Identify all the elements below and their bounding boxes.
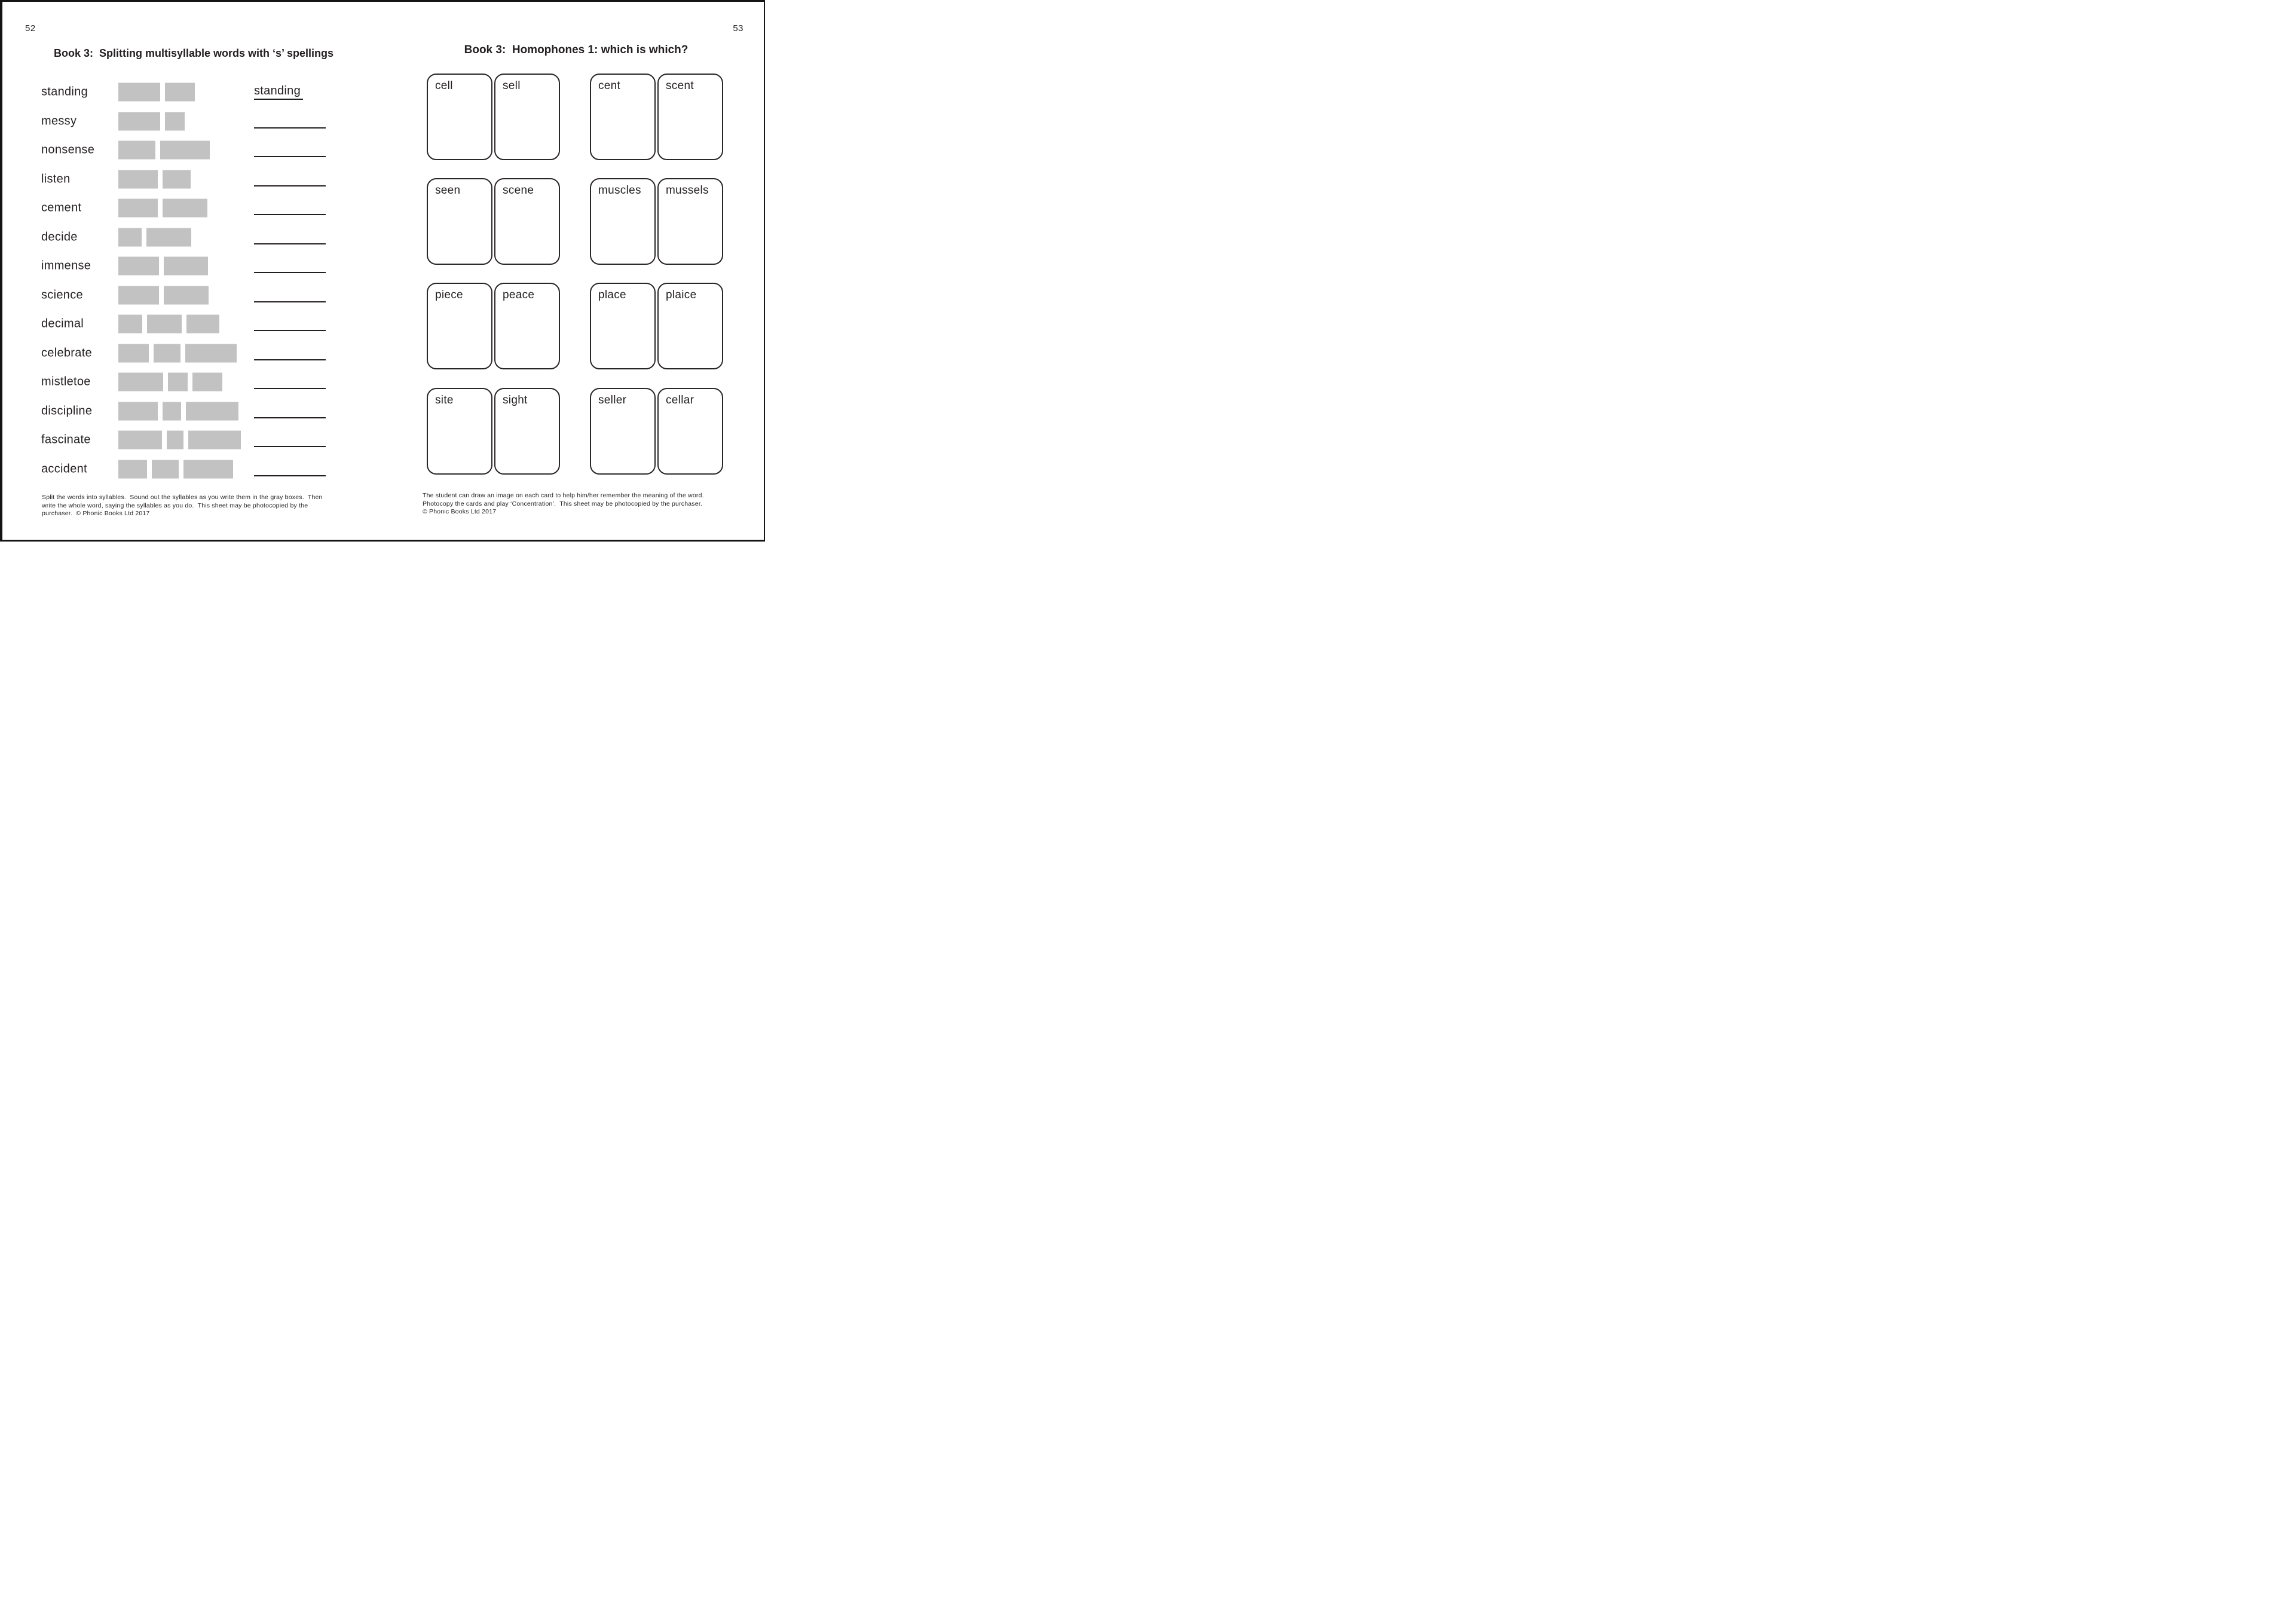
syllable-boxes <box>118 344 237 362</box>
footer-line: write the whole word, saying the syllables as you do. This sheet may be photocopied by the <box>42 501 308 509</box>
card-pair <box>427 388 560 475</box>
syllable-box <box>118 112 160 130</box>
answer-line <box>254 301 326 302</box>
syllable-boxes <box>118 315 219 334</box>
card-word: seller <box>598 394 627 406</box>
syllable-boxes <box>118 373 222 392</box>
page-number-left: 52 <box>25 23 36 33</box>
word-label: celebrate <box>41 346 92 360</box>
word-label: listen <box>41 172 71 186</box>
syllable-box <box>160 141 210 160</box>
card-word: place <box>598 289 626 301</box>
card-word: cellar <box>666 394 694 406</box>
card-pair <box>590 283 723 369</box>
homophone-card <box>427 74 492 160</box>
answer-area <box>254 107 328 136</box>
syllable-box <box>188 431 241 449</box>
word-label: mistletoe <box>41 375 91 389</box>
syllable-word-list <box>41 78 341 484</box>
word-row <box>41 165 341 194</box>
answer-line <box>254 272 326 273</box>
right-footer <box>423 492 704 516</box>
syllable-box <box>118 402 158 420</box>
word-row <box>41 455 341 484</box>
syllable-box <box>118 199 158 218</box>
answer-area <box>254 223 328 252</box>
card-pair <box>590 388 723 475</box>
homophone-card <box>657 283 723 369</box>
syllable-box <box>118 431 162 449</box>
syllable-box <box>154 344 180 362</box>
answer-area <box>254 165 328 194</box>
syllable-box <box>146 228 191 246</box>
answer-line <box>254 417 326 418</box>
answer-line <box>254 127 326 129</box>
syllable-boxes <box>118 141 210 160</box>
answer-area <box>254 136 328 165</box>
homophone-card <box>590 283 656 369</box>
card-word: muscles <box>598 184 641 197</box>
syllable-box <box>118 373 163 392</box>
answer-area <box>254 426 328 455</box>
homophone-card <box>427 178 492 265</box>
word-label: nonsense <box>41 143 95 157</box>
syllable-box <box>118 141 155 160</box>
answer-area <box>254 78 328 107</box>
homophone-card <box>494 283 560 369</box>
card-word: piece <box>435 289 463 301</box>
right-page-title: Book 3: Homophones 1: which is which? <box>464 44 688 56</box>
answer-area <box>254 281 328 310</box>
card-word: sight <box>503 394 528 406</box>
homophone-card <box>590 388 656 475</box>
word-row <box>41 281 341 310</box>
answer-area <box>254 310 328 339</box>
answer-line <box>254 214 326 215</box>
syllable-boxes <box>118 402 238 420</box>
syllable-box <box>186 315 219 334</box>
homophone-card <box>657 74 723 160</box>
syllable-box <box>165 112 185 130</box>
syllable-boxes <box>118 228 191 246</box>
card-pair <box>427 283 560 369</box>
word-label: standing <box>41 85 88 99</box>
word-label: accident <box>41 462 87 476</box>
card-word: scent <box>666 79 694 92</box>
footer-line: purchaser. © Phonic Books Ltd 2017 <box>42 510 150 517</box>
syllable-box <box>118 257 159 276</box>
answer-line <box>254 359 326 360</box>
word-row <box>41 426 341 455</box>
card-pair <box>590 74 723 160</box>
word-row <box>41 223 341 252</box>
left-page-title: Book 3: Splitting multisyllable words with ‘s’ spellings <box>53 47 334 59</box>
word-label: discipline <box>41 404 93 418</box>
answer-line <box>254 388 326 389</box>
word-label: decimal <box>41 317 84 331</box>
syllable-box <box>163 170 191 188</box>
homophone-card <box>427 388 492 475</box>
syllable-box <box>192 373 222 392</box>
word-label: science <box>41 288 83 302</box>
card-word: peace <box>503 289 535 301</box>
syllable-boxes <box>118 199 207 218</box>
answer-line <box>254 330 326 331</box>
card-word: scene <box>503 184 534 197</box>
syllable-box <box>118 170 158 188</box>
syllable-box <box>118 315 142 334</box>
syllable-box <box>165 83 195 102</box>
word-row <box>41 252 341 281</box>
example-answer: standing <box>254 84 303 100</box>
card-pair <box>427 74 560 160</box>
word-label: decide <box>41 230 78 244</box>
card-row <box>427 74 723 160</box>
page-number-right: 53 <box>733 23 743 33</box>
card-pair <box>427 178 560 265</box>
word-label: immense <box>41 259 91 273</box>
word-row <box>41 397 341 426</box>
syllable-box <box>163 402 181 420</box>
syllable-boxes <box>118 112 185 130</box>
left-footer <box>42 494 323 518</box>
syllable-box <box>185 344 237 362</box>
card-word: seen <box>435 184 461 197</box>
syllable-box <box>118 83 160 102</box>
answer-area <box>254 368 328 397</box>
syllable-box <box>164 286 209 304</box>
answer-area <box>254 252 328 281</box>
answer-area <box>254 339 328 368</box>
answer-line <box>254 446 326 447</box>
word-row <box>41 107 341 136</box>
syllable-box <box>186 402 238 420</box>
syllable-box <box>118 344 149 362</box>
word-row <box>41 194 341 223</box>
card-word: sell <box>503 79 521 92</box>
syllable-boxes <box>118 431 241 449</box>
card-word: site <box>435 394 454 406</box>
answer-area <box>254 194 328 223</box>
syllable-box <box>118 286 159 304</box>
answer-line <box>254 185 326 186</box>
homophone-card <box>427 283 492 369</box>
homophone-card <box>590 74 656 160</box>
answer-area <box>254 455 328 484</box>
syllable-box <box>163 199 207 218</box>
syllable-box <box>164 257 208 276</box>
answer-line <box>254 243 326 244</box>
homophone-card <box>590 178 656 265</box>
card-row <box>427 388 723 475</box>
homophone-card <box>494 388 560 475</box>
syllable-boxes <box>118 257 208 276</box>
syllable-boxes <box>118 83 195 102</box>
word-label: messy <box>41 114 77 128</box>
word-row <box>41 136 341 165</box>
word-row <box>41 78 341 107</box>
footer-line: The student can draw an image on each card to help him/her remember the meaning of the word. <box>423 492 704 499</box>
card-pair <box>590 178 723 265</box>
syllable-boxes <box>118 286 209 304</box>
worksheet-spread <box>0 0 765 542</box>
syllable-box <box>118 228 142 246</box>
word-label: cement <box>41 201 82 215</box>
card-word: cent <box>598 79 621 92</box>
syllable-box <box>118 460 147 478</box>
homophone-card <box>657 178 723 265</box>
syllable-box <box>168 373 188 392</box>
card-word: plaice <box>666 289 697 301</box>
footer-line: Split the words into syllables. Sound out the syllables as you write them in the gray boxes. Then <box>42 494 323 501</box>
syllable-box <box>183 460 233 478</box>
card-row <box>427 283 723 369</box>
syllable-boxes <box>118 460 233 478</box>
homophone-card <box>657 388 723 475</box>
answer-line <box>254 156 326 157</box>
word-row <box>41 310 341 339</box>
footer-line: Photocopy the cards and play ‘Concentration’. This sheet may be photocopied by the purchaser. <box>423 500 703 507</box>
answer-area <box>254 397 328 426</box>
syllable-boxes <box>118 170 191 188</box>
answer-line <box>254 475 326 476</box>
card-row <box>427 178 723 265</box>
word-row <box>41 368 341 397</box>
word-label: fascinate <box>41 433 91 446</box>
card-word: mussels <box>666 184 709 197</box>
syllable-box <box>152 460 179 478</box>
word-row <box>41 339 341 368</box>
card-word: cell <box>435 79 453 92</box>
syllable-box <box>167 431 183 449</box>
homophone-card <box>494 74 560 160</box>
footer-line: © Phonic Books Ltd 2017 <box>423 508 497 515</box>
syllable-box <box>147 315 182 334</box>
homophone-card <box>494 178 560 265</box>
